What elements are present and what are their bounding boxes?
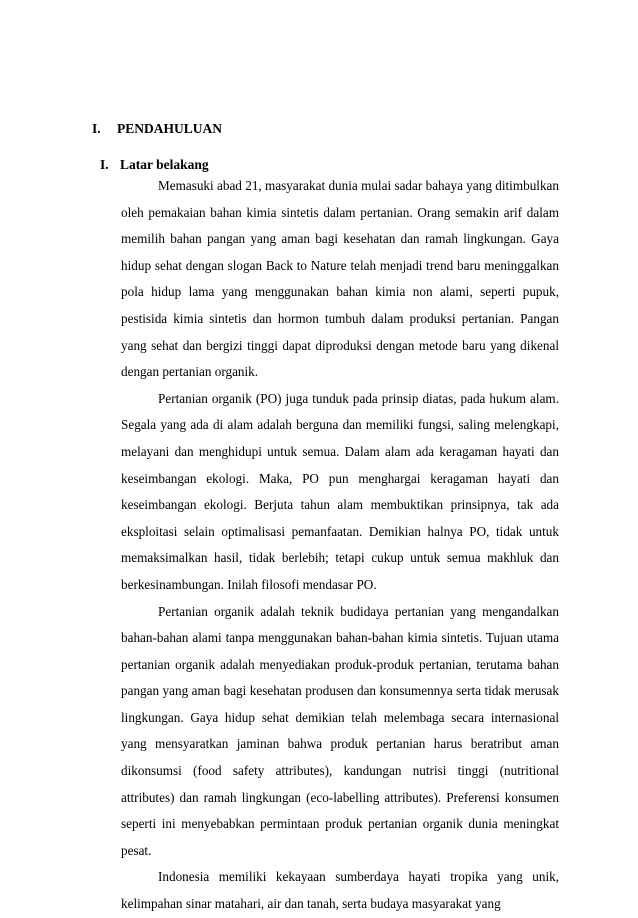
paragraph: Indonesia memiliki kekayaan sumberdaya hayati tropika yang unik, kelimpahan sinar matahari, air dan tanah, serta budaya masyarakat yang [121, 869, 559, 912]
chapter-number: I. [92, 121, 101, 136]
paragraph: Pertanian organik (PO) juga tunduk pada prinsip diatas, pada hukum alam. Segala yang ada di alam adalah berguna dan memiliki fungsi, saling melengkapi, melayani dan menghidupi untuk semua. Dalam alam ada keragaman hayati dan keseimbangan ekologi. Maka, PO pun menghargai keragaman hayati dan keseimbangan ekologi. Berjuta tahun alam membuktikan prinsipnya, tak ada eksploitasi selain optimalisasi pemanfaatan. Demikian halnya PO, tidak untuk memaksimalkan hasil, tidak berlebih; tetapi cukup untuk semua makhluk dan berkesinambungan. Inilah filosofi mendasar PO. [121, 390, 559, 592]
chapter-heading [92, 120, 222, 138]
section-heading [100, 156, 209, 174]
paragraph: Pertanian organik adalah teknik budidaya pertanian yang mengandalkan bahan-bahan alami tanpa menggunakan bahan-bahan kimia sintetis. Tujuan utama pertanian organik adalah menyediakan produk-produk pertanian, terutama bahan pangan yang aman bagi kesehatan produsen dan konsumennya serta tidak merusak lingkungan. Gaya hidup sehat demikian telah melembaga secara internasional yang mensyaratkan jaminan bahwa produk pertanian harus beratribut aman dikonsumsi (food safety attributes), kandungan nutrisi tinggi (nutritional attributes) dan ramah lingkungan (eco-labelling attributes). Preferensi konsumen seperti ini menyebabkan permintaan produk pertanian organik dunia meningkat pesat. [121, 603, 559, 858]
paragraph: Memasuki abad 21, masyarakat dunia mulai sadar bahaya yang ditimbulkan oleh pemakaian bahan kimia sintetis dalam pertanian. Orang semakin arif dalam memilih bahan pangan yang aman bagi kesehatan dan ramah lingkungan. Gaya hidup sehat dengan slogan Back to Nature telah menjadi trend baru meninggalkan pola hidup lama yang menggunakan bahan kimia non alami, seperti pupuk, pestisida kimia sintetis dan hormon tumbuh dalam produksi pertanian. Pangan yang sehat dan bergizi tinggi dapat diproduksi dengan metode baru yang dikenal dengan pertanian organik. [121, 178, 559, 380]
section-number: I. [100, 157, 109, 172]
body-text [121, 173, 559, 918]
section-title: Latar belakang [120, 157, 209, 172]
chapter-title: PENDAHULUAN [117, 121, 223, 136]
